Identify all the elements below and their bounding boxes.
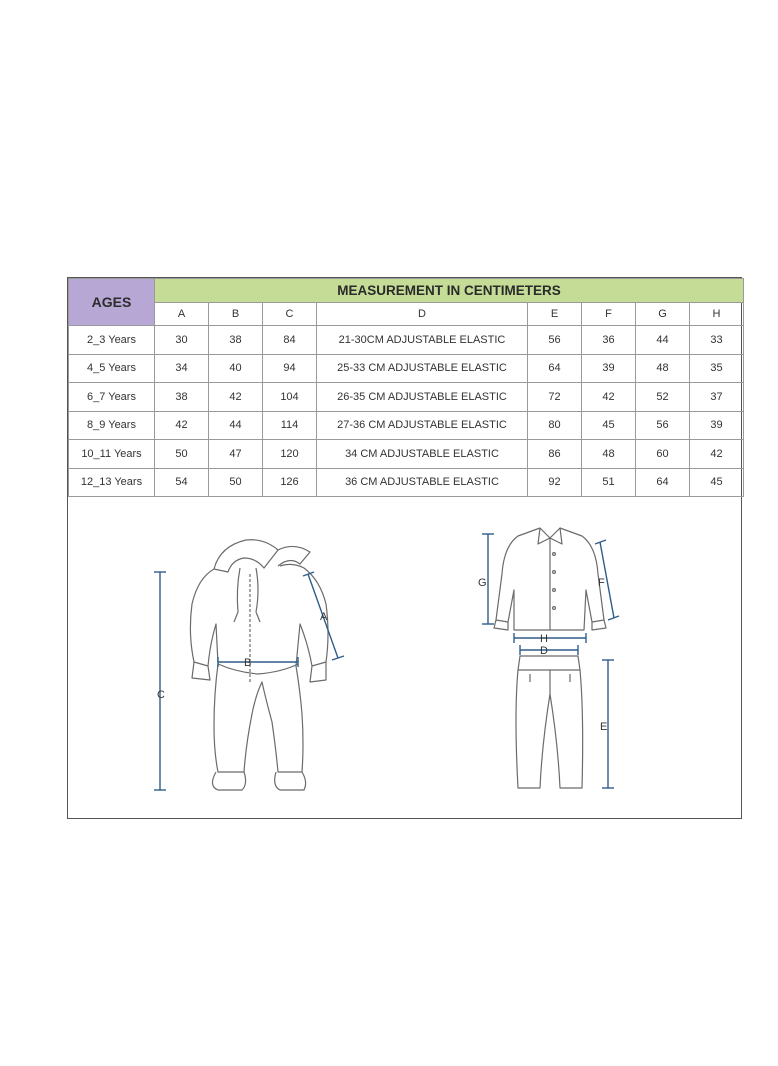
table-row [69, 383, 744, 412]
measure-cell-f: 48 [582, 440, 636, 469]
label-a: A [320, 611, 328, 623]
age-cell: 2_3 Years [69, 326, 155, 355]
shirt-drawing [494, 528, 606, 630]
measure-cell-b: 50 [209, 468, 263, 497]
measure-cell-h: 42 [690, 440, 744, 469]
table-row [69, 468, 744, 497]
measure-cell-c: 126 [263, 468, 317, 497]
jumpsuit-drawing [190, 540, 328, 790]
measure-cell-g: 60 [636, 440, 690, 469]
measure-cell-f: 42 [582, 383, 636, 412]
measure-cell-d: 34 CM ADJUSTABLE ELASTIC [317, 440, 528, 469]
column-header-e: E [528, 303, 582, 326]
column-header-c: C [263, 303, 317, 326]
size-chart-sheet [67, 277, 742, 819]
column-header-a: A [155, 303, 209, 326]
measure-cell-d: 21-30CM ADJUSTABLE ELASTIC [317, 326, 528, 355]
measure-cell-c: 120 [263, 440, 317, 469]
measure-cell-g: 52 [636, 383, 690, 412]
measure-cell-b: 38 [209, 326, 263, 355]
measure-cell-c: 94 [263, 354, 317, 383]
measure-cell-g: 64 [636, 468, 690, 497]
measure-cell-a: 38 [155, 383, 209, 412]
measure-cell-f: 51 [582, 468, 636, 497]
size-table [68, 278, 744, 497]
measure-cell-g: 48 [636, 354, 690, 383]
label-f: F [598, 577, 605, 589]
column-header-h: H [690, 303, 744, 326]
label-g: G [478, 577, 487, 589]
age-cell: 4_5 Years [69, 354, 155, 383]
measure-cell-e: 64 [528, 354, 582, 383]
measurement-title: MEASUREMENT IN CENTIMETERS [155, 279, 744, 303]
table-row [69, 411, 744, 440]
measure-cell-f: 39 [582, 354, 636, 383]
column-header-row [69, 303, 744, 326]
label-c: C [157, 689, 165, 701]
measure-cell-f: 36 [582, 326, 636, 355]
measure-cell-d: 25-33 CM ADJUSTABLE ELASTIC [317, 354, 528, 383]
measure-cell-c: 104 [263, 383, 317, 412]
measure-cell-d: 26-35 CM ADJUSTABLE ELASTIC [317, 383, 528, 412]
measure-cell-a: 42 [155, 411, 209, 440]
column-header-d: D [317, 303, 528, 326]
measure-cell-a: 54 [155, 468, 209, 497]
measure-cell-a: 34 [155, 354, 209, 383]
measure-cell-c: 84 [263, 326, 317, 355]
label-e: E [600, 721, 608, 733]
age-cell: 10_11 Years [69, 440, 155, 469]
table-row [69, 326, 744, 355]
table-row [69, 354, 744, 383]
measure-cell-h: 33 [690, 326, 744, 355]
measure-cell-g: 56 [636, 411, 690, 440]
measure-cell-b: 47 [209, 440, 263, 469]
measure-cell-c: 114 [263, 411, 317, 440]
label-b: B [244, 657, 252, 669]
measure-cell-b: 44 [209, 411, 263, 440]
measure-cell-e: 80 [528, 411, 582, 440]
garment-illustration [68, 494, 741, 818]
measure-cell-e: 56 [528, 326, 582, 355]
measure-labels [157, 577, 607, 733]
label-d: D [540, 645, 548, 657]
measure-cell-e: 92 [528, 468, 582, 497]
ages-header: AGES [69, 279, 155, 326]
table-row [69, 440, 744, 469]
measure-cell-h: 39 [690, 411, 744, 440]
measure-cell-e: 86 [528, 440, 582, 469]
measure-cell-h: 35 [690, 354, 744, 383]
measure-cell-a: 50 [155, 440, 209, 469]
table-body [69, 326, 744, 497]
age-cell: 12_13 Years [69, 468, 155, 497]
measure-cell-b: 42 [209, 383, 263, 412]
age-cell: 8_9 Years [69, 411, 155, 440]
measure-cell-h: 45 [690, 468, 744, 497]
measure-cell-d: 36 CM ADJUSTABLE ELASTIC [317, 468, 528, 497]
column-header-g: G [636, 303, 690, 326]
measure-cell-a: 30 [155, 326, 209, 355]
pants-drawing [516, 656, 583, 788]
measure-cell-g: 44 [636, 326, 690, 355]
age-cell: 6_7 Years [69, 383, 155, 412]
label-h: H [540, 633, 548, 645]
measure-cell-e: 72 [528, 383, 582, 412]
measure-cell-b: 40 [209, 354, 263, 383]
measure-cell-h: 37 [690, 383, 744, 412]
column-header-f: F [582, 303, 636, 326]
measure-cell-d: 27-36 CM ADJUSTABLE ELASTIC [317, 411, 528, 440]
measure-cell-f: 45 [582, 411, 636, 440]
column-header-b: B [209, 303, 263, 326]
